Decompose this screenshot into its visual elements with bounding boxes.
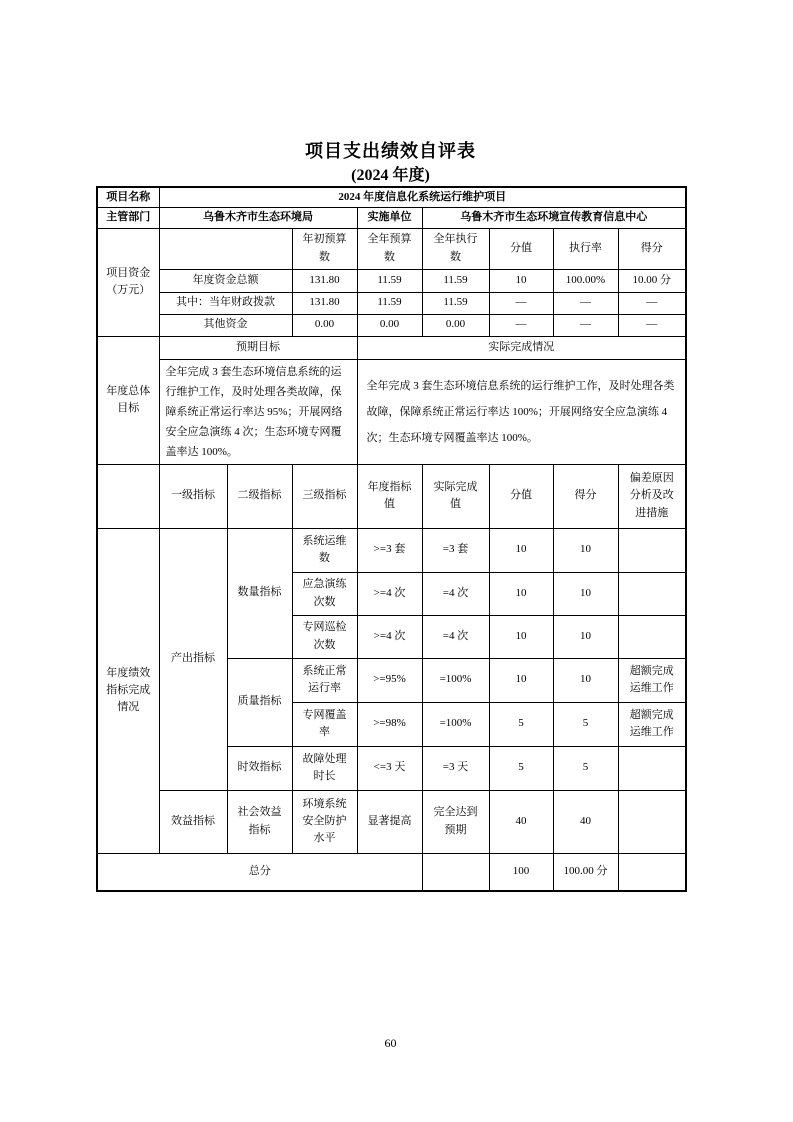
indicator-row xyxy=(97,790,686,853)
goal-expected-text: 全年完成 3 套生态环境信息系统的运行维护工作，及时处理各类故障，保障系统正常运行率达 95%；开展网络安全应急演练 4 次；生态环境专网覆盖率达 100%。 xyxy=(159,359,357,464)
indicator-target-cell: >=4 次 xyxy=(357,615,422,658)
funds-fiscal-budget: 11.59 xyxy=(357,292,422,314)
indicator-score-max-cell: 5 xyxy=(489,702,553,746)
indicator-name-cell: 故障处理时长 xyxy=(292,746,357,790)
indicator-actual-cell: =4 次 xyxy=(422,615,489,658)
indicator-name-cell: 专网覆盖率 xyxy=(292,702,357,746)
project-name-value: 2024 年度信息化系统运行维护项目 xyxy=(159,187,686,207)
funds-blank-cell xyxy=(159,228,292,269)
indicator-score-max-cell: 10 xyxy=(489,572,553,615)
indicator-actual-cell: =4 次 xyxy=(422,572,489,615)
indicator-blank-cell xyxy=(97,464,159,528)
level2-quantity-label: 数量指标 xyxy=(227,528,292,658)
indicator-actual-cell: =100% xyxy=(422,658,489,702)
indicator-score-cell: 5 xyxy=(553,746,618,790)
goal-actual-label: 实际完成情况 xyxy=(357,336,686,359)
funds-other-rate: — xyxy=(553,314,618,336)
indicator-deviation-cell xyxy=(618,528,686,572)
funds-col-score: 得分 xyxy=(618,228,686,269)
level1-benefit-label: 效益指标 xyxy=(159,790,227,853)
total-score-row xyxy=(97,853,686,891)
document-title: 项目支出绩效自评表 xyxy=(305,141,476,161)
total-label: 总分 xyxy=(97,853,422,891)
funds-col-rate: 执行率 xyxy=(553,228,618,269)
indicator-col-level1: 一级指标 xyxy=(159,464,227,528)
goal-header-row xyxy=(97,336,686,359)
funds-col-initial-budget: 年初预算数 xyxy=(292,228,357,269)
impl-value: 乌鲁木齐市生态环境宣传教育信息中心 xyxy=(422,207,686,228)
funds-fiscal-executed: 11.59 xyxy=(422,292,489,314)
indicator-name-cell: 系统运维数 xyxy=(292,528,357,572)
indicator-actual-cell: 完全达到预期 xyxy=(422,790,489,853)
indicator-col-level2: 二级指标 xyxy=(227,464,292,528)
total-score-max: 100 xyxy=(489,853,553,891)
indicator-score-cell: 10 xyxy=(553,528,618,572)
total-deviation-cell xyxy=(618,853,686,891)
indicator-col-level3: 三级指标 xyxy=(292,464,357,528)
goal-section-label: 年度总体目标 xyxy=(97,336,159,464)
funds-other-executed: 0.00 xyxy=(422,314,489,336)
total-blank-cell xyxy=(422,853,489,891)
indicator-score-cell: 10 xyxy=(553,615,618,658)
indicator-deviation-cell: 超额完成运维工作 xyxy=(618,702,686,746)
indicator-score-cell: 10 xyxy=(553,572,618,615)
goal-expected-label: 预期目标 xyxy=(159,336,357,359)
funds-total-budget: 11.59 xyxy=(357,269,422,292)
funds-other-initial: 0.00 xyxy=(292,314,357,336)
indicator-name-cell: 环境系统安全防护水平 xyxy=(292,790,357,853)
funds-total-executed: 11.59 xyxy=(422,269,489,292)
indicator-actual-cell: =3 套 xyxy=(422,528,489,572)
funds-fiscal-rate: — xyxy=(553,292,618,314)
funds-col-year-budget: 全年预算数 xyxy=(357,228,422,269)
indicator-deviation-cell xyxy=(618,615,686,658)
funds-section-label: 项目资金（万元） xyxy=(97,228,159,336)
project-name-label: 项目名称 xyxy=(97,187,159,207)
indicator-target-cell: >=95% xyxy=(357,658,422,702)
indicator-col-target: 年度指标值 xyxy=(357,464,422,528)
indicator-col-actual: 实际完成值 xyxy=(422,464,489,528)
level1-output-label: 产出指标 xyxy=(159,528,227,790)
indicator-target-cell: >=98% xyxy=(357,702,422,746)
funds-fiscal-row xyxy=(97,292,686,314)
indicator-deviation-cell xyxy=(618,572,686,615)
funds-header-row xyxy=(97,228,686,269)
indicator-deviation-cell xyxy=(618,790,686,853)
indicator-section-label: 年度绩效指标完成情况 xyxy=(97,528,159,853)
indicator-target-cell: >=4 次 xyxy=(357,572,422,615)
funds-other-score: — xyxy=(618,314,686,336)
indicator-name-cell: 专网巡检次数 xyxy=(292,615,357,658)
indicator-target-cell: <=3 天 xyxy=(357,746,422,790)
indicator-score-cell: 5 xyxy=(553,702,618,746)
funds-fiscal-initial: 131.80 xyxy=(292,292,357,314)
level2-social-label: 社会效益指标 xyxy=(227,790,292,853)
indicator-name-cell: 应急演练次数 xyxy=(292,572,357,615)
self-evaluation-table xyxy=(96,186,687,892)
project-name-row xyxy=(97,187,686,207)
funds-fiscal-score-max: — xyxy=(489,292,553,314)
indicator-score-max-cell: 40 xyxy=(489,790,553,853)
indicator-col-deviation: 偏差原因分析及改进措施 xyxy=(618,464,686,528)
indicator-name-cell: 系统正常运行率 xyxy=(292,658,357,702)
funds-col-score-max: 分值 xyxy=(489,228,553,269)
indicator-score-cell: 40 xyxy=(553,790,618,853)
total-score: 100.00 分 xyxy=(553,853,618,891)
dept-label: 主管部门 xyxy=(97,207,159,228)
funds-total-score-max: 10 xyxy=(489,269,553,292)
indicator-score-max-cell: 5 xyxy=(489,746,553,790)
funds-total-rate: 100.00% xyxy=(553,269,618,292)
indicator-col-score: 得分 xyxy=(553,464,618,528)
indicator-score-max-cell: 10 xyxy=(489,615,553,658)
funds-total-label: 年度资金总额 xyxy=(159,269,292,292)
indicator-score-max-cell: 10 xyxy=(489,528,553,572)
indicator-actual-cell: =100% xyxy=(422,702,489,746)
level2-quality-label: 质量指标 xyxy=(227,658,292,746)
indicator-score-cell: 10 xyxy=(553,658,618,702)
indicator-target-cell: 显著提高 xyxy=(357,790,422,853)
funds-fiscal-score: — xyxy=(618,292,686,314)
indicator-row xyxy=(97,528,686,572)
document-subtitle: (2024 年度) xyxy=(351,167,430,184)
indicator-target-cell: >=3 套 xyxy=(357,528,422,572)
funds-total-initial: 131.80 xyxy=(292,269,357,292)
indicator-actual-cell: =3 天 xyxy=(422,746,489,790)
funds-total-score: 10.00 分 xyxy=(618,269,686,292)
indicator-header-row xyxy=(97,464,686,528)
indicator-deviation-cell: 超额完成运维工作 xyxy=(618,658,686,702)
funds-other-label: 其他资金 xyxy=(159,314,292,336)
funds-col-executed: 全年执行数 xyxy=(422,228,489,269)
impl-label: 实施单位 xyxy=(357,207,422,228)
funds-total-row xyxy=(97,269,686,292)
indicator-col-score-max: 分值 xyxy=(489,464,553,528)
funds-other-score-max: — xyxy=(489,314,553,336)
page-number: 60 xyxy=(384,1036,397,1050)
indicator-deviation-cell xyxy=(618,746,686,790)
dept-value: 乌鲁木齐市生态环境局 xyxy=(159,207,357,228)
funds-other-budget: 0.00 xyxy=(357,314,422,336)
department-row xyxy=(97,207,686,228)
goal-actual-text: 全年完成 3 套生态环境信息系统的运行维护工作，及时处理各类故障，保障系统正常运行率达 100%；开展网络安全应急演练 4 次；生态环境专网覆盖率达 100%。 xyxy=(357,359,686,464)
goal-content-row xyxy=(97,359,686,464)
funds-other-row xyxy=(97,314,686,336)
indicator-score-max-cell: 10 xyxy=(489,658,553,702)
funds-fiscal-label: 其中：当年财政拨款 xyxy=(159,292,292,314)
level2-time-label: 时效指标 xyxy=(227,746,292,790)
